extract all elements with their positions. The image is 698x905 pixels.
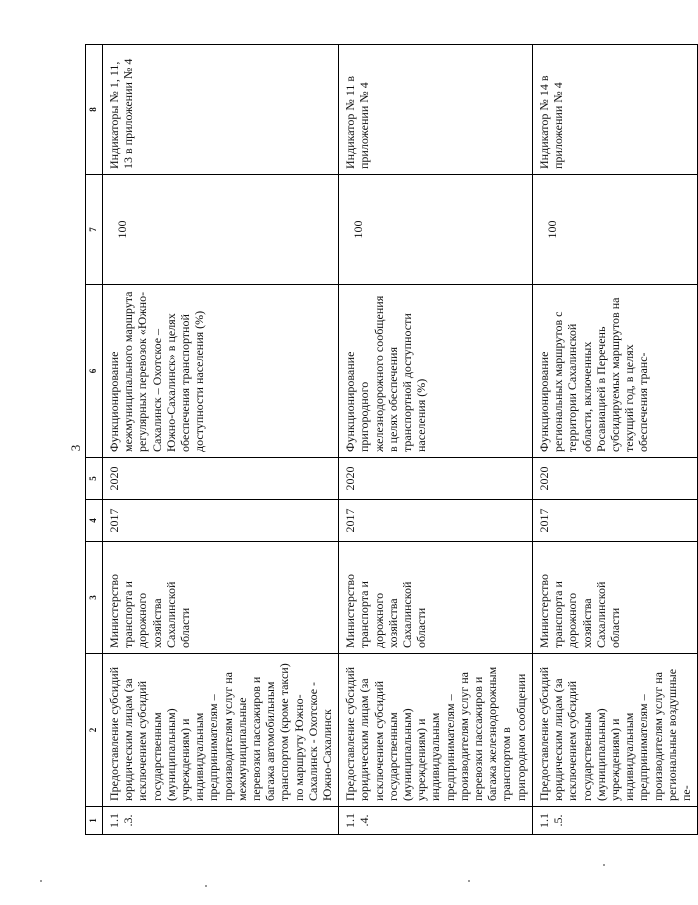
rotated-table-wrapper xyxy=(85,45,693,835)
end-year: 2020 xyxy=(532,458,697,500)
header-cell: 6 xyxy=(86,285,103,458)
scan-speck xyxy=(205,885,207,887)
target-value: 100 xyxy=(103,175,339,285)
expected-result: Функционирование межмуниципального маршрута регулярных перевозок «Южно-Сахалинск – Охотское – Южно-Сахалинск» в целях обеспечения транспортной доступности населения (%) xyxy=(103,285,339,458)
end-year: 2020 xyxy=(339,458,533,500)
start-year: 2017 xyxy=(103,500,339,542)
activity-name: Предоставление субсидий юридическим лицам (за исключением субсидий государственным (муниципальным) учреждениям) и индивидуальным предпринимателям – производителям услуг на региональные воздушные пе- xyxy=(532,654,697,807)
header-cell: 5 xyxy=(86,458,103,500)
scan-speck xyxy=(40,880,42,882)
header-cell: 1 xyxy=(86,807,103,835)
table-row xyxy=(532,45,697,835)
expected-result: Функционирование региональных маршрутов с территории Сахалинской области, включенных Росавиацией в Перечень субсидируемых маршрутов на текущий год, в целях обеспечения транс- xyxy=(532,285,697,458)
start-year: 2017 xyxy=(339,500,533,542)
activity-name: Предоставление субсидий юридическим лицам (за исключением субсидий государственным (муниципальным) учреждениям) и индивидуальным предпринимателям – производителям услуг на межмуниципальные перевозки пассажиров и багажа автомобильным транспортом (кроме такси) по маршруту Южно-Сахалинск - Охотское - Южно-Сахалинск xyxy=(103,654,339,807)
target-value: 100 xyxy=(339,175,533,285)
table-row xyxy=(103,45,339,835)
responsible-executor: Министерство транспорта и дорожного хозяйства Сахалинской области xyxy=(103,542,339,654)
header-cell: 7 xyxy=(86,175,103,285)
item-number: 1.1.4. xyxy=(339,807,533,835)
header-cell: 8 xyxy=(86,45,103,175)
header-cell: 2 xyxy=(86,654,103,807)
activity-name: Предоставление субсидий юридическим лицам (за исключением субсидий государственным (муниципальным) учреждениям) и индивидуальным предпринимателям – производителям услуг на перевозки пассажиров и багажа железнодорожным транспортом в пригородном сообщении xyxy=(339,654,533,807)
page-number: 3 xyxy=(68,444,83,452)
indicator-link: Индикатор № 14 в приложении № 4 xyxy=(532,45,697,175)
indicator-link: Индикаторы № 1, 11, 13 в приложении № 4 xyxy=(103,45,339,175)
table-header-row xyxy=(86,45,103,835)
table-row xyxy=(339,45,533,835)
target-value: 100 xyxy=(532,175,697,285)
expected-result: Функционирование пригородного железнодорожного сообщения в целях обеспечения транспортной доступности населения (%) xyxy=(339,285,533,458)
start-year: 2017 xyxy=(532,500,697,542)
indicator-link: Индикатор № 11 в приложении № 4 xyxy=(339,45,533,175)
header-cell: 3 xyxy=(86,542,103,654)
item-number: 1.1.3. xyxy=(103,807,339,835)
responsible-executor: Министерство транспорта и дорожного хозяйства Сахалинской области xyxy=(339,542,533,654)
activities-table xyxy=(85,44,698,835)
end-year: 2020 xyxy=(103,458,339,500)
scan-speck xyxy=(603,864,605,866)
scan-speck xyxy=(468,880,470,882)
item-number: 1.1.5. xyxy=(532,807,697,835)
header-cell: 4 xyxy=(86,500,103,542)
responsible-executor: Министерство транспорта и дорожного хозяйства Сахалинской области xyxy=(532,542,697,654)
